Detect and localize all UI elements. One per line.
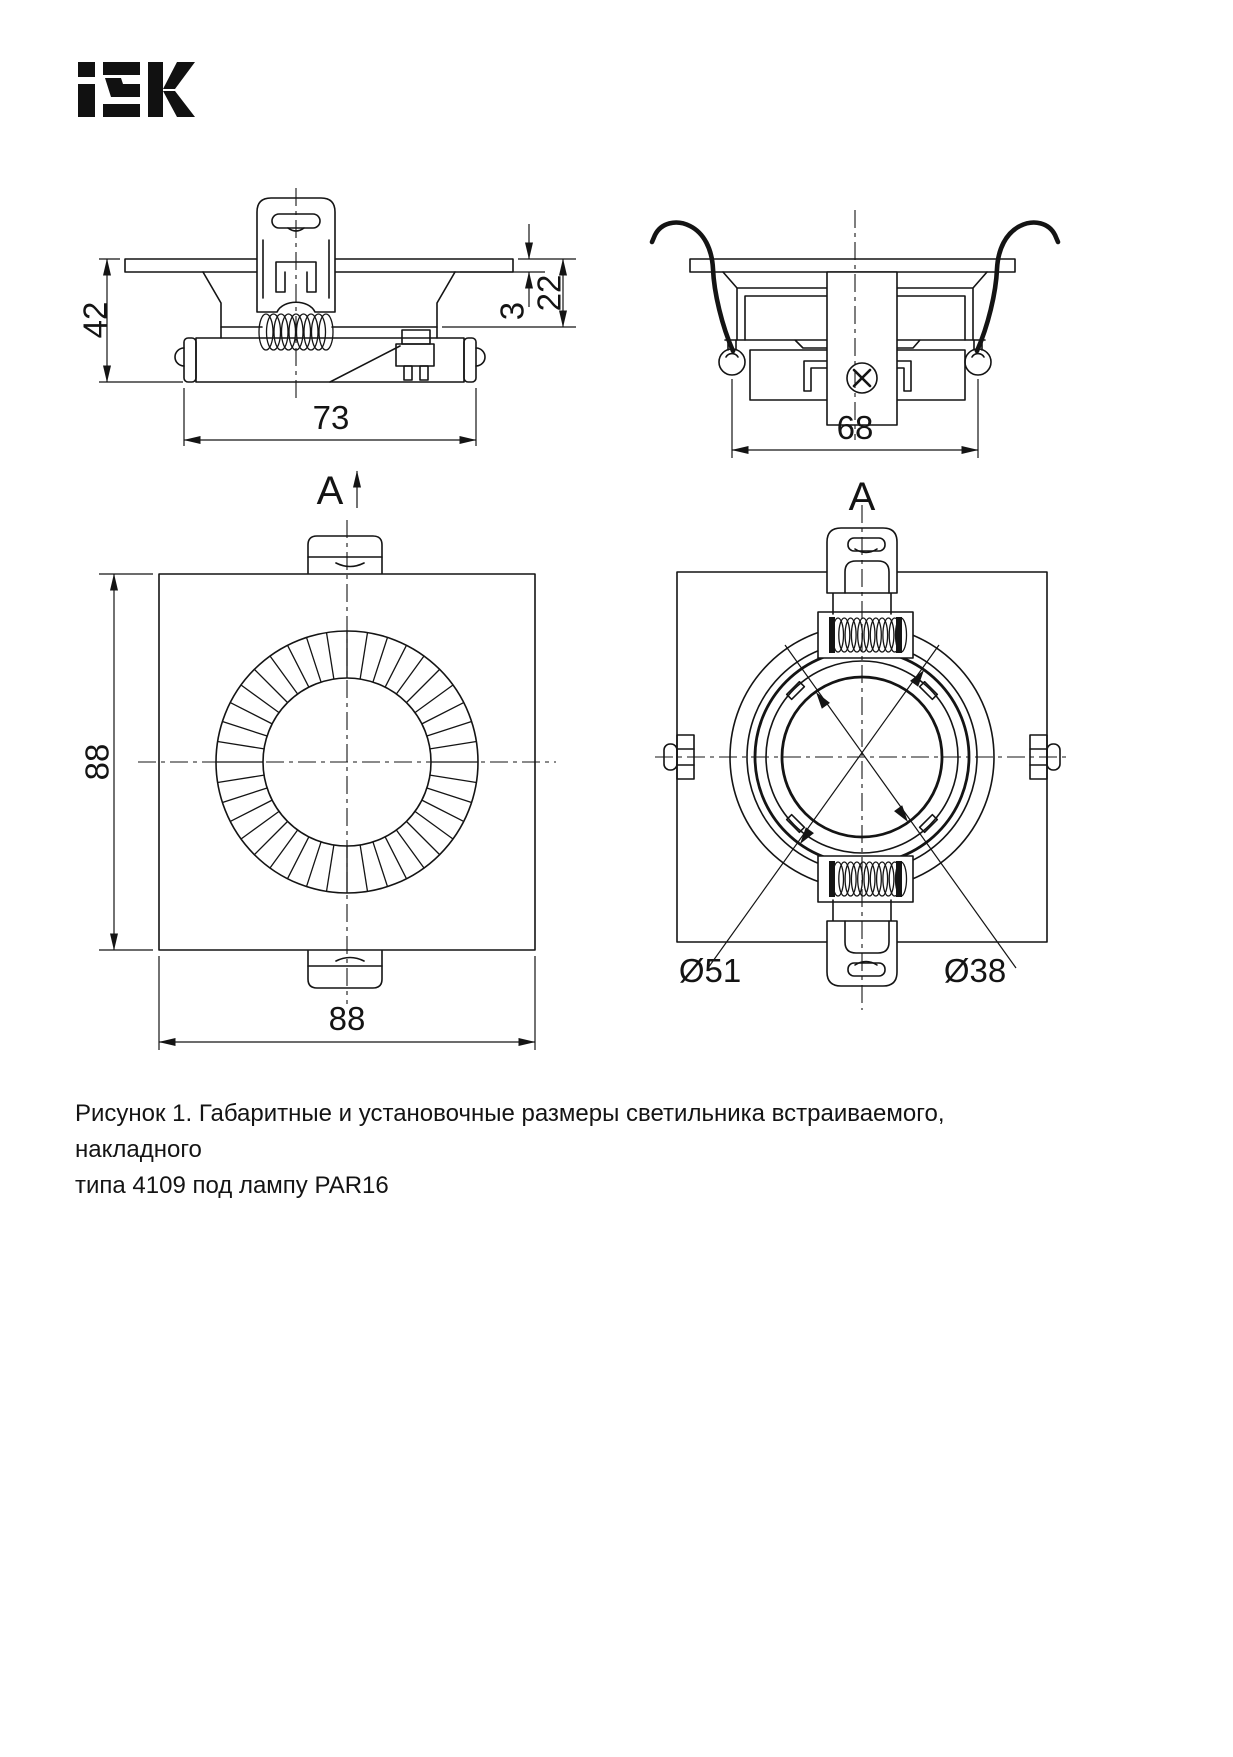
view-side-section — [77, 188, 577, 446]
bottom-tab — [308, 951, 382, 988]
top-tab — [308, 536, 382, 573]
terminal-leader — [330, 346, 400, 382]
right-foot — [464, 338, 476, 382]
dim-88v-label: 88 — [78, 743, 116, 781]
view-front — [79, 469, 557, 1050]
bottom-spring-end-left — [829, 861, 835, 897]
dim-42-label: 42 — [76, 301, 114, 339]
left-spring-arm — [652, 223, 733, 351]
side-bumps — [175, 348, 485, 366]
centerlines — [138, 520, 556, 1004]
view-a-label: A — [316, 469, 344, 513]
dia-51-label: Ø51 — [678, 952, 742, 989]
view-side-mounted — [652, 210, 1058, 458]
dim-88h-label: 88 — [328, 1000, 366, 1037]
flange — [690, 259, 1015, 272]
bottom-tab-detail — [308, 958, 382, 967]
top-tab-detail — [308, 557, 382, 567]
bottom-spring-end-right — [896, 861, 902, 897]
view-rear — [655, 475, 1070, 1010]
dia-51-leader — [708, 645, 939, 968]
caption-line-2: типа 4109 под лампу PAR16 — [75, 1172, 389, 1199]
top-spring-end-right — [896, 617, 902, 653]
dim-68-label: 68 — [836, 409, 874, 446]
dia-38-label: Ø38 — [943, 952, 1007, 989]
dim-3-label: 3 — [493, 301, 531, 321]
view-a-label: A — [848, 475, 876, 519]
dim-22-label: 22 — [530, 274, 568, 312]
figure-caption — [75, 1096, 1025, 1204]
dim-73-label: 73 — [312, 399, 350, 436]
right-spring-arm — [977, 223, 1058, 351]
caption-line-1: Рисунок 1. Габаритные и установочные размеры светильника встраиваемого, накладного — [75, 1100, 945, 1163]
top-spring-end-left — [829, 617, 835, 653]
centerlines — [655, 505, 1070, 1010]
left-foot — [184, 338, 196, 382]
central-bracket — [827, 272, 897, 425]
